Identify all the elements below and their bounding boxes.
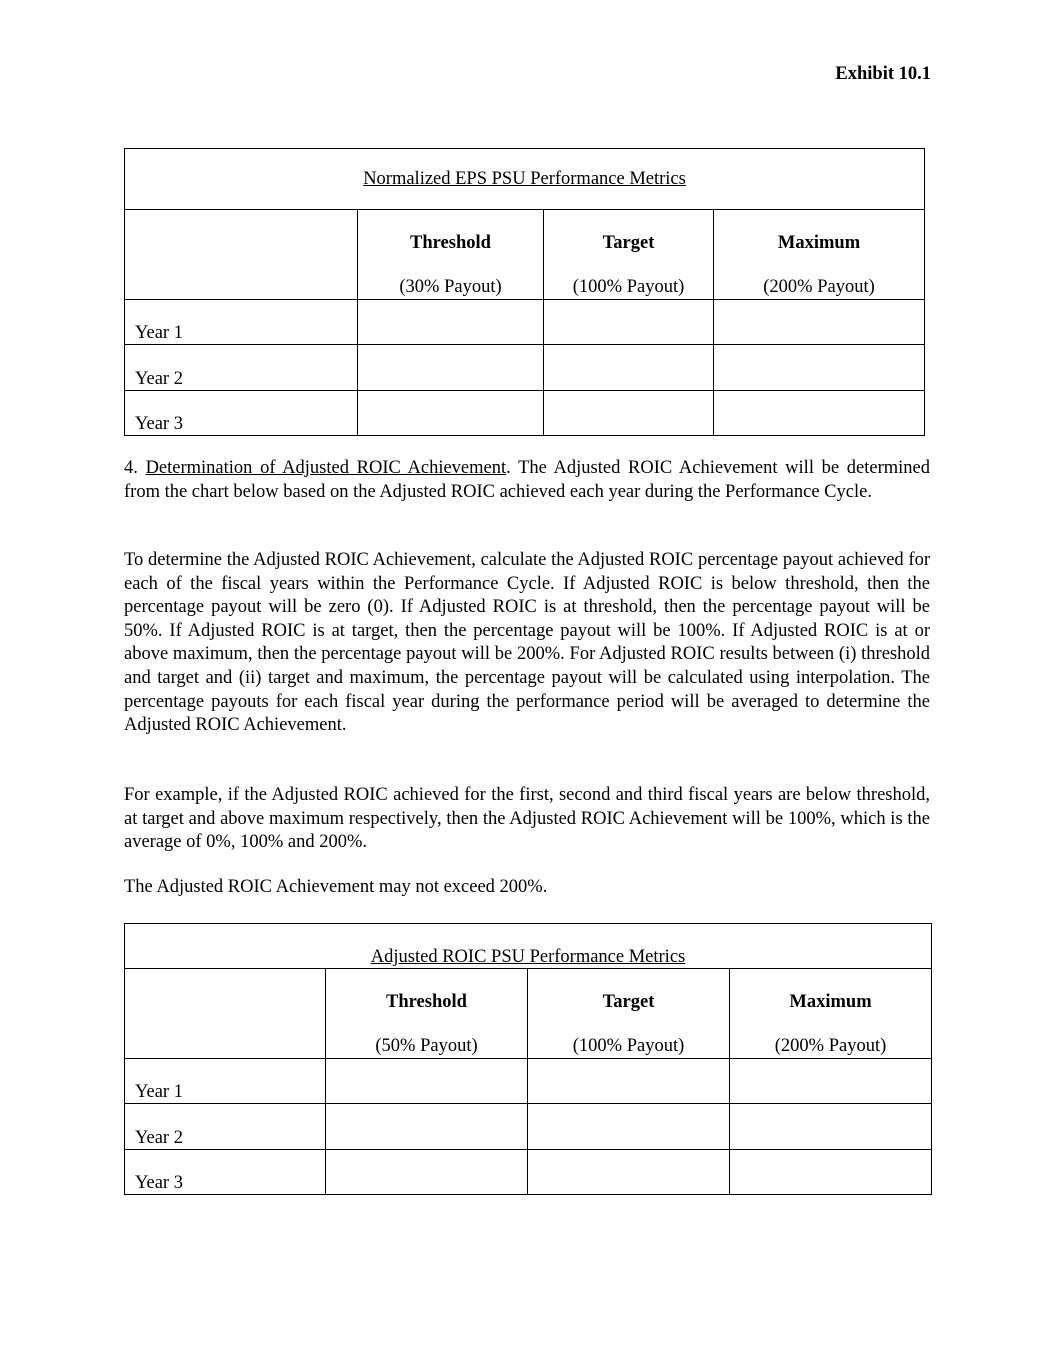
paragraph-example: For example, if the Adjusted ROIC achieved for the first, second and third fiscal years are below threshold, at target and above maximum respectively, then the Adjusted ROIC Achievement will be 100%, which is the average of 0%, 100% and 200%. <box>124 785 930 853</box>
column-header-threshold: Threshold (50% Payout) <box>326 969 528 1059</box>
column-header-target: Target (100% Payout) <box>544 210 714 300</box>
column-header-target: Target (100% Payout) <box>528 969 730 1059</box>
table-row: Year 3 <box>125 391 925 436</box>
table-row: Year 1 <box>125 1059 932 1104</box>
table-title: Adjusted ROIC PSU Performance Metrics <box>125 924 932 969</box>
column-header-maximum: Maximum (200% Payout) <box>714 210 925 300</box>
table-row: Year 3 <box>125 1150 932 1195</box>
table-row: Year 1 <box>125 300 925 345</box>
table-title: Normalized EPS PSU Performance Metrics <box>125 149 925 210</box>
table-row: Year 2 <box>125 345 925 391</box>
column-header-threshold: Threshold (30% Payout) <box>358 210 544 300</box>
exhibit-label: Exhibit 10.1 <box>835 64 931 84</box>
eps-metrics-table <box>124 148 925 436</box>
section-heading: Determination of Adjusted ROIC Achievement <box>145 458 507 478</box>
column-header-maximum: Maximum (200% Payout) <box>730 969 932 1059</box>
paragraph-cap: The Adjusted ROIC Achievement may not exceed 200%. <box>124 877 548 897</box>
roic-metrics-table <box>124 923 932 1195</box>
section-4-intro: 4. Determination of Adjusted ROIC Achievement. The Adjusted ROIC Achievement will be determined from the chart below based on the Adjusted ROIC achieved each year during the Performance Cycle. <box>124 458 930 502</box>
paragraph-calculation: To determine the Adjusted ROIC Achievement, calculate the Adjusted ROIC percentage payout achieved for each of the fiscal years within the Performance Cycle. If Adjusted ROIC is below threshold, then the percentage payout will be zero (0). If Adjusted ROIC is at threshold, then the percentage payout will be 50%. If Adjusted ROIC is at target, then the percentage payout will be 100%. If Adjusted ROIC is at or above maximum, then the percentage payout will be 200%. For Adjusted ROIC results between (i) threshold and target and (ii) target and maximum, the percentage payout will be calculated using interpolation. The percentage payouts for each fiscal year during the performance period will be averaged to determine the Adjusted ROIC Achievement. <box>124 550 930 736</box>
table-row: Year 2 <box>125 1104 932 1150</box>
